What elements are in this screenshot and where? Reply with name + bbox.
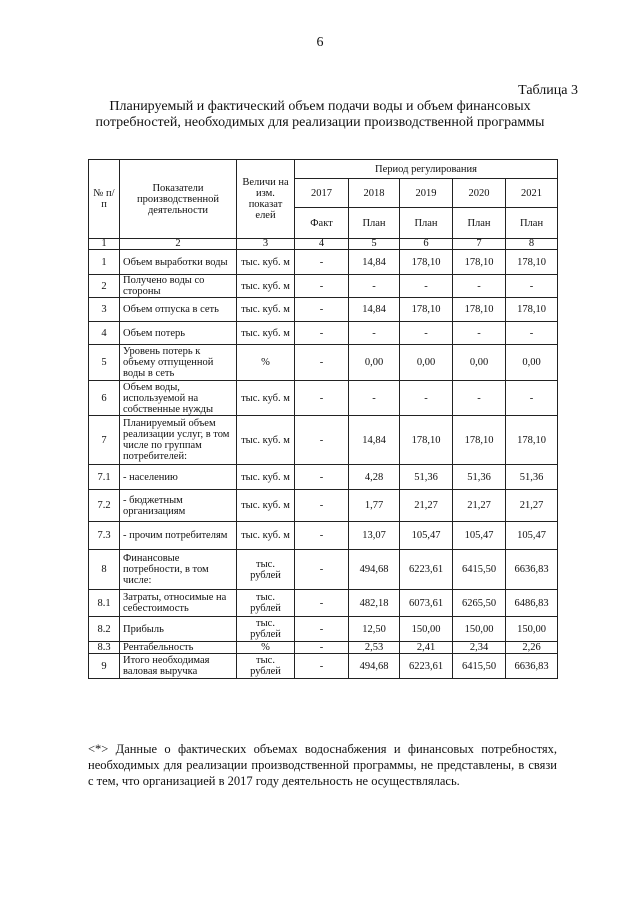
row-value: 494,68 [349, 550, 400, 590]
row-value: 2,53 [349, 642, 400, 654]
row-value: - [295, 298, 349, 322]
table-row [89, 465, 558, 490]
row-value: - [453, 381, 506, 416]
row-value: 21,27 [506, 490, 558, 522]
row-unit: тыс. куб. м [237, 381, 295, 416]
row-unit: % [237, 642, 295, 654]
table-row [89, 298, 558, 322]
row-value: 178,10 [400, 416, 453, 465]
table-title-line-1: Планируемый и фактический объем подачи воды и объем финансовых [109, 99, 531, 114]
row-value: - [453, 322, 506, 345]
row-value: 494,68 [349, 654, 400, 679]
row-unit: тыс. куб. м [237, 416, 295, 465]
row-value: - [400, 381, 453, 416]
header-year: 2018 [349, 179, 400, 208]
row-number: 2 [89, 275, 120, 298]
row-value: - [295, 522, 349, 550]
table-row [89, 490, 558, 522]
row-value: - [295, 590, 349, 617]
row-value: 105,47 [506, 522, 558, 550]
table-row [89, 617, 558, 642]
row-value: 51,36 [400, 465, 453, 490]
row-value: 14,84 [349, 416, 400, 465]
row-unit: тыс. куб. м [237, 298, 295, 322]
row-value: 178,10 [400, 250, 453, 275]
row-value: - [295, 617, 349, 642]
row-value: 6636,83 [506, 550, 558, 590]
row-value: 2,41 [400, 642, 453, 654]
row-value: 51,36 [506, 465, 558, 490]
row-number: 8.1 [89, 590, 120, 617]
table-body [89, 239, 558, 679]
column-index: 3 [237, 239, 295, 250]
table-row [89, 322, 558, 345]
row-value: - [506, 275, 558, 298]
column-index: 7 [453, 239, 506, 250]
row-number: 7.3 [89, 522, 120, 550]
row-indicator: Уровень потерь к объему отпущенной воды в сеть [120, 345, 237, 381]
row-value: - [295, 381, 349, 416]
header-unit: Величи на изм. показат елей [237, 160, 295, 239]
row-value: 6073,61 [400, 590, 453, 617]
row-value: 105,47 [453, 522, 506, 550]
row-value: 1,77 [349, 490, 400, 522]
column-index-row [89, 239, 558, 250]
row-value: - [295, 550, 349, 590]
row-value: 178,10 [453, 298, 506, 322]
table-label: Таблица 3 [518, 83, 578, 98]
row-number: 7.1 [89, 465, 120, 490]
row-value: 6486,83 [506, 590, 558, 617]
table-row [89, 654, 558, 679]
row-indicator: - прочим потребителям [120, 522, 237, 550]
header-year: 2019 [400, 179, 453, 208]
header-period: Период регулирования [295, 160, 558, 179]
row-value: 2,34 [453, 642, 506, 654]
row-value: 6223,61 [400, 654, 453, 679]
row-value: 14,84 [349, 250, 400, 275]
row-indicator: Объем отпуска в сеть [120, 298, 237, 322]
row-value: 6636,83 [506, 654, 558, 679]
row-unit: тыс. куб. м [237, 522, 295, 550]
table-title [80, 99, 560, 131]
row-value: 178,10 [506, 416, 558, 465]
header-indicator: Показатели производственной деятельности [120, 160, 237, 239]
row-number: 1 [89, 250, 120, 275]
row-value: - [295, 275, 349, 298]
table-title-line-2: потребностей, необходимых для реализации производственной программы [95, 115, 545, 130]
row-value: - [295, 490, 349, 522]
row-value: - [295, 465, 349, 490]
table-row [89, 250, 558, 275]
row-indicator: - бюджетным организациям [120, 490, 237, 522]
row-value: 21,27 [400, 490, 453, 522]
row-value: 0,00 [506, 345, 558, 381]
row-indicator: Рентабельность [120, 642, 237, 654]
row-value: 13,07 [349, 522, 400, 550]
row-value: 178,10 [453, 416, 506, 465]
column-index: 4 [295, 239, 349, 250]
row-value: - [400, 322, 453, 345]
row-value: - [295, 654, 349, 679]
row-number: 7 [89, 416, 120, 465]
row-value: - [506, 322, 558, 345]
row-value: 6415,50 [453, 654, 506, 679]
row-value: - [349, 381, 400, 416]
row-value: 178,10 [506, 298, 558, 322]
row-value: 178,10 [506, 250, 558, 275]
row-value: 21,27 [453, 490, 506, 522]
row-value: 0,00 [349, 345, 400, 381]
row-value: 0,00 [400, 345, 453, 381]
row-indicator: Планируемый объем реализации услуг, в том числе по группам потребителей: [120, 416, 237, 465]
table-row [89, 275, 558, 298]
row-indicator: Затраты, относимые на себестоимость [120, 590, 237, 617]
row-number: 8.3 [89, 642, 120, 654]
row-value: 0,00 [453, 345, 506, 381]
row-value: - [295, 345, 349, 381]
row-unit: % [237, 345, 295, 381]
row-indicator: Получено воды со стороны [120, 275, 237, 298]
header-kind: План [506, 208, 558, 239]
row-value: - [349, 322, 400, 345]
row-value: - [295, 322, 349, 345]
row-unit: тыс. куб. м [237, 275, 295, 298]
row-unit: тыс. куб. м [237, 490, 295, 522]
row-value: - [506, 381, 558, 416]
row-number: 5 [89, 345, 120, 381]
row-number: 7.2 [89, 490, 120, 522]
row-unit: тыс. куб. м [237, 322, 295, 345]
row-value: 51,36 [453, 465, 506, 490]
table-row [89, 522, 558, 550]
row-indicator: Объем потерь [120, 322, 237, 345]
header-year: 2020 [453, 179, 506, 208]
column-index: 5 [349, 239, 400, 250]
header-year: 2021 [506, 179, 558, 208]
table-row [89, 590, 558, 617]
row-value: 12,50 [349, 617, 400, 642]
table-row [89, 381, 558, 416]
row-number: 3 [89, 298, 120, 322]
row-value: 6415,50 [453, 550, 506, 590]
row-indicator: Прибыль [120, 617, 237, 642]
header-kind: Факт [295, 208, 349, 239]
row-value: 178,10 [453, 250, 506, 275]
row-value: 150,00 [506, 617, 558, 642]
row-value: 14,84 [349, 298, 400, 322]
column-index: 8 [506, 239, 558, 250]
row-value: 150,00 [400, 617, 453, 642]
row-value: 4,28 [349, 465, 400, 490]
header-kind: План [453, 208, 506, 239]
row-value: - [400, 275, 453, 298]
table-row [89, 642, 558, 654]
row-unit: тыс. куб. м [237, 465, 295, 490]
row-value: - [295, 416, 349, 465]
header-year: 2017 [295, 179, 349, 208]
column-index: 2 [120, 239, 237, 250]
row-value: - [349, 275, 400, 298]
row-value: 105,47 [400, 522, 453, 550]
row-number: 4 [89, 322, 120, 345]
row-value: 6265,50 [453, 590, 506, 617]
row-unit: тыс. рублей [237, 550, 295, 590]
row-value: - [295, 642, 349, 654]
column-index: 6 [400, 239, 453, 250]
row-indicator: Объем выработки воды [120, 250, 237, 275]
row-value: 6223,61 [400, 550, 453, 590]
row-indicator: Итого необходимая валовая выручка [120, 654, 237, 679]
header-kind: План [349, 208, 400, 239]
row-unit: тыс. рублей [237, 590, 295, 617]
header-num: № п/п [89, 160, 120, 239]
row-indicator: - населению [120, 465, 237, 490]
row-unit: тыс. рублей [237, 617, 295, 642]
row-number: 9 [89, 654, 120, 679]
page-number: 6 [316, 35, 324, 50]
header-kind: План [400, 208, 453, 239]
row-indicator: Финансовые потребности, в том числе: [120, 550, 237, 590]
row-value: - [453, 275, 506, 298]
table-row [89, 550, 558, 590]
production-program-table [88, 159, 558, 679]
row-number: 6 [89, 381, 120, 416]
row-value: 178,10 [400, 298, 453, 322]
row-number: 8.2 [89, 617, 120, 642]
row-value: - [295, 250, 349, 275]
table-row [89, 345, 558, 381]
row-indicator: Объем воды, используемой на собственные нужды [120, 381, 237, 416]
row-unit: тыс. куб. м [237, 250, 295, 275]
row-value: 150,00 [453, 617, 506, 642]
row-unit: тыс. рублей [237, 654, 295, 679]
column-index: 1 [89, 239, 120, 250]
footnote: <*> Данные о фактических объемах водоснабжения и финансовых потребностях, необходимых для реализации производственной программы, не представлены, в связи с тем, что организацией в 2017 году деятельность не осуществлялась. [88, 742, 557, 788]
table-row [89, 416, 558, 465]
row-number: 8 [89, 550, 120, 590]
row-value: 2,26 [506, 642, 558, 654]
row-value: 482,18 [349, 590, 400, 617]
